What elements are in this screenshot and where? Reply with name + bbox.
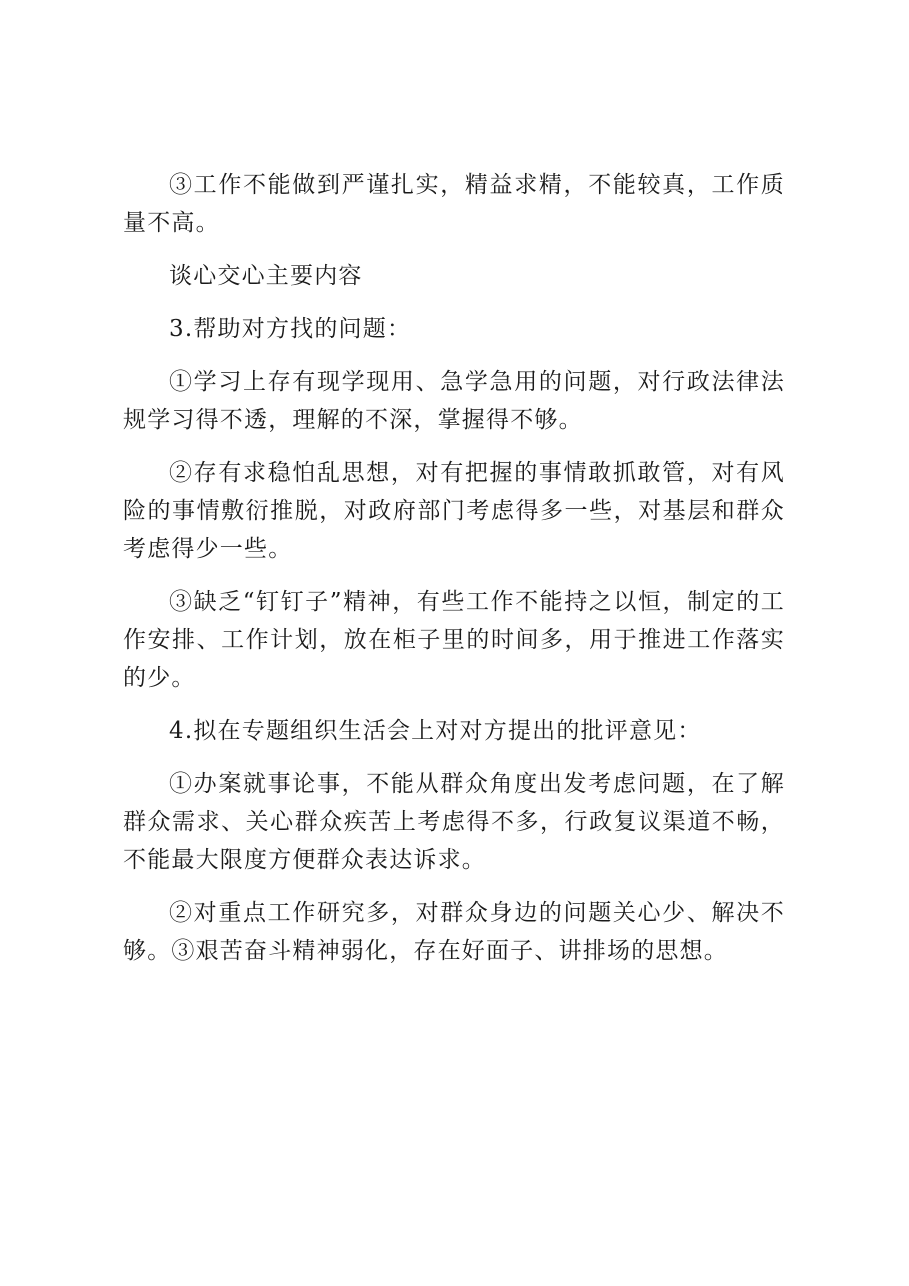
section-heading-heart-to-heart: 谈心交心主要内容 bbox=[169, 263, 363, 289]
paragraph-work-quality: ③工作不能做到严谨扎实，精益求精，不能较真，工作质量不高。 bbox=[123, 172, 785, 236]
document-body bbox=[123, 166, 785, 985]
section-heading-criticism: 4.拟在专题组织生活会上对对方提出的批评意见： bbox=[169, 718, 702, 744]
paragraph-perseverance: ③缺乏“钉钉子”精神，有些工作不能持之以恒，制定的工作安排、工作计划，放在柜子里的时间多，用于推进工作落实的少。 bbox=[123, 589, 785, 691]
paragraph-case-handling: ①办案就事论事，不能从群众角度出发考虑问题，在了解群众需求、关心群众疾苦上考虑得不多，行政复议渠道不畅，不能最大限度方便群众表达诉求。 bbox=[123, 771, 785, 873]
paragraph-stability-thinking: ②存有求稳怕乱思想，对有把握的事情敢抓敢管，对有风险的事情敷衍推脱，对政府部门考虑得多一些，对基层和群众考虑得少一些。 bbox=[123, 460, 785, 562]
section-heading-problems-found: 3.帮助对方找的问题： bbox=[169, 316, 412, 342]
paragraph-study-problem: ①学习上存有现学现用、急学急用的问题，对行政法律法规学习得不透，理解的不深，掌握得不够。 bbox=[123, 369, 785, 433]
paragraph-key-work: ②对重点工作研究多，对群众身边的问题关心少、解决不够。③艰苦奋斗精神弱化，存在好面子、讲排场的思想。 bbox=[123, 900, 785, 964]
